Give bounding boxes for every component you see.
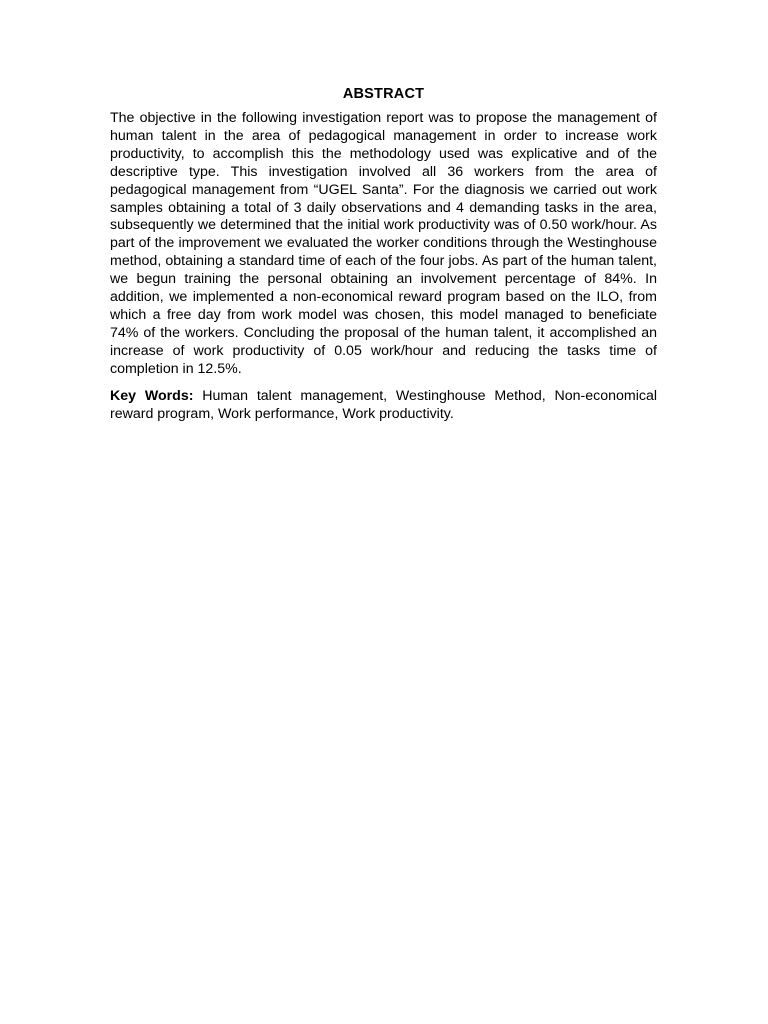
abstract-body: The objective in the following investigation report was to propose the management of human talent in the area of pedagogical management in order to increase work productivity, to accomplish this the methodology used was explicative and of the descriptive type. This investigation involved all 36 workers from the area of pedagogical management from “UGEL Santa”. For the diagnosis we carried out work samples obtaining a total of 3 daily observations and 4 demanding tasks in the area, subsequently we determined that the initial work productivity was of 0.50 work/hour. As part of the improvement we evaluated the worker conditions through the Westinghouse method, obtaining a standard time of each of the four jobs. As part of the human talent, we begun training the personal obtaining an involvement percentage of 84%. In addition, we implemented a non-economical reward program based on the ILO, from which a free day from work model was chosen, this model managed to beneficiate 74% of the workers. Concluding the proposal of the human talent, it accomplished an increase of work productivity of 0.05 work/hour and reducing the tasks time of completion in 12.5%.: [110, 110, 657, 377]
keywords-label: Key Words:: [110, 387, 194, 404]
keywords-text: Human talent management, Westinghouse Method, Non-economical reward program, Work performance, Work productivity.: [110, 387, 657, 422]
abstract-title: ABSTRACT: [342, 86, 425, 102]
keywords-paragraph: [110, 388, 657, 424]
abstract-page: [110, 84, 657, 423]
